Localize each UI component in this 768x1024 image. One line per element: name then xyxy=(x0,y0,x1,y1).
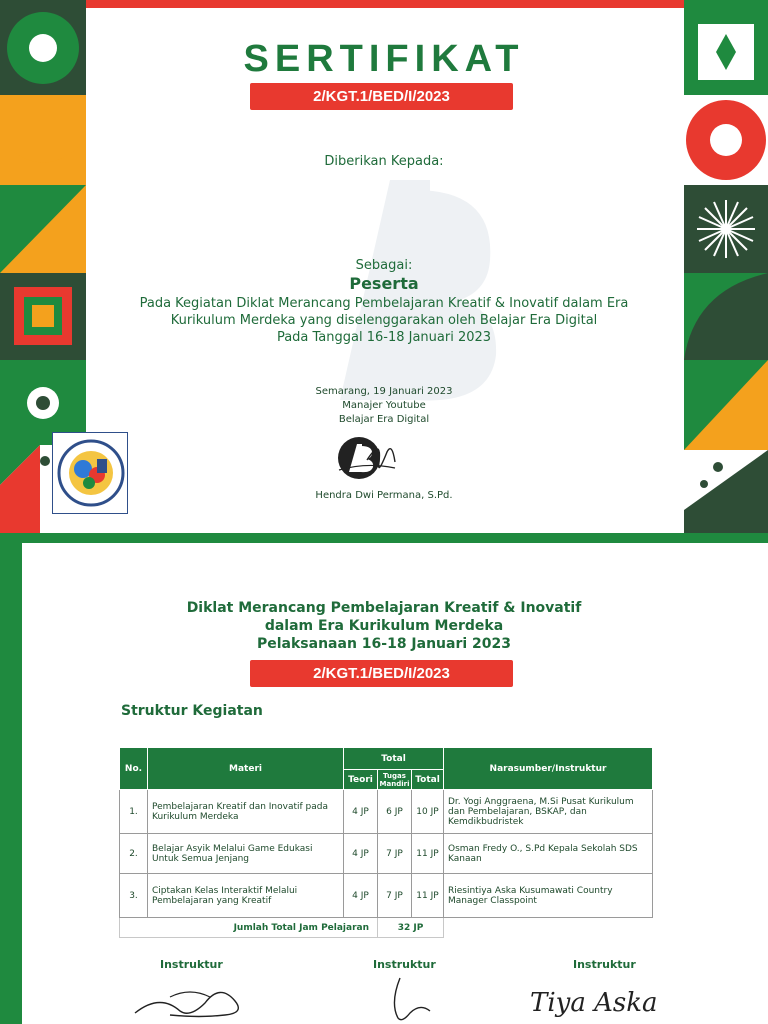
community-logo xyxy=(53,433,129,515)
table-row xyxy=(120,834,653,874)
description-line: Kurikulum Merdeka yang diselenggarakan oleh Belajar Era Digital xyxy=(170,313,598,328)
row-total: 11 JP xyxy=(412,834,444,874)
structure-title xyxy=(0,599,768,653)
signer-position: Manajer Youtube xyxy=(342,400,426,411)
row-materi: Pembelajaran Kreatif dan Inovatif pada Kurikulum Merdeka xyxy=(148,790,344,834)
col-total: Total xyxy=(412,770,444,790)
col-narasumber: Narasumber/Instruktur xyxy=(444,748,653,790)
signature-stamp xyxy=(337,432,397,484)
structure-title-line: Pelaksanaan 16-18 Januari 2023 xyxy=(256,636,512,652)
signature-3 xyxy=(528,973,678,1023)
structure-number: 2/KGT.1/BED/I/2023 xyxy=(250,660,513,687)
table-row xyxy=(120,790,653,834)
sum-value: 32 JP xyxy=(378,918,444,938)
col-mandiri: Tugas Mandiri xyxy=(378,770,412,790)
as-label: Sebagai: xyxy=(355,258,413,273)
row-teori: 4 JP xyxy=(344,874,378,918)
table-row xyxy=(120,874,653,918)
top-red-bar xyxy=(0,0,768,8)
page-divider xyxy=(0,533,768,543)
event-description xyxy=(100,295,668,346)
row-materi: Belajar Asyik Melalui Game Edukasi Untuk Semua Jenjang xyxy=(148,834,344,874)
instructor-label-3: Instruktur xyxy=(573,958,636,971)
row-narasumber: Riesintiya Aska Kusumawati Country Manager Classpoint xyxy=(444,874,653,918)
place-date: Semarang, 19 Januari 2023 xyxy=(315,386,453,397)
signature-3-text: Tiya Aska xyxy=(530,988,658,1018)
signature-2 xyxy=(380,973,440,1023)
certificate-title: SERTIFIKAT xyxy=(243,38,525,80)
row-total: 10 JP xyxy=(412,790,444,834)
description-line: Pada Kegiatan Diklat Merancang Pembelajaran Kreatif & Inovatif dalam Era xyxy=(139,296,629,311)
signer-name: Hendra Dwi Permana, S.Pd. xyxy=(315,490,453,501)
col-teori: Teori xyxy=(344,770,378,790)
col-materi: Materi xyxy=(148,748,344,790)
instructor-label-1: Instruktur xyxy=(160,958,223,971)
row-total: 11 JP xyxy=(412,874,444,918)
col-no: No. xyxy=(120,748,148,790)
signature-1 xyxy=(130,973,250,1023)
row-mandiri: 6 JP xyxy=(378,790,412,834)
row-no: 3. xyxy=(120,874,148,918)
section-title: Struktur Kegiatan xyxy=(121,703,263,719)
structure-page xyxy=(0,543,768,1024)
certificate-number: 2/KGT.1/BED/I/2023 xyxy=(250,83,513,110)
row-no: 2. xyxy=(120,834,148,874)
row-mandiri: 7 JP xyxy=(378,874,412,918)
instructor-label-2: Instruktur xyxy=(373,958,436,971)
sum-row xyxy=(120,918,653,938)
row-mandiri: 7 JP xyxy=(378,834,412,874)
row-teori: 4 JP xyxy=(344,834,378,874)
signer-org: Belajar Era Digital xyxy=(338,414,430,425)
recipient-role: Peserta xyxy=(349,274,419,293)
structure-title-line: dalam Era Kurikulum Merdeka xyxy=(264,618,504,634)
row-no: 1. xyxy=(120,790,148,834)
activity-table xyxy=(119,747,653,938)
description-line: Pada Tanggal 16-18 Januari 2023 xyxy=(276,330,492,345)
row-narasumber: Dr. Yogi Anggraena, M.Si Pusat Kurikulum dan Pembelajaran, BSKAP, dan Kemdikbudristek xyxy=(444,790,653,834)
row-narasumber: Osman Fredy O., S.Pd Kepala Sekolah SDS Kanaan xyxy=(444,834,653,874)
community-badge xyxy=(52,432,128,514)
row-teori: 4 JP xyxy=(344,790,378,834)
col-total-group: Total xyxy=(344,748,444,770)
sum-label: Jumlah Total Jam Pelajaran xyxy=(120,918,378,938)
structure-title-line: Diklat Merancang Pembelajaran Kreatif & Inovatif xyxy=(186,600,582,616)
row-materi: Ciptakan Kelas Interaktif Melalui Pembelajaran yang Kreatif xyxy=(148,874,344,918)
given-to-label: Diberikan Kepada: xyxy=(324,154,444,169)
signature-block xyxy=(270,385,498,427)
